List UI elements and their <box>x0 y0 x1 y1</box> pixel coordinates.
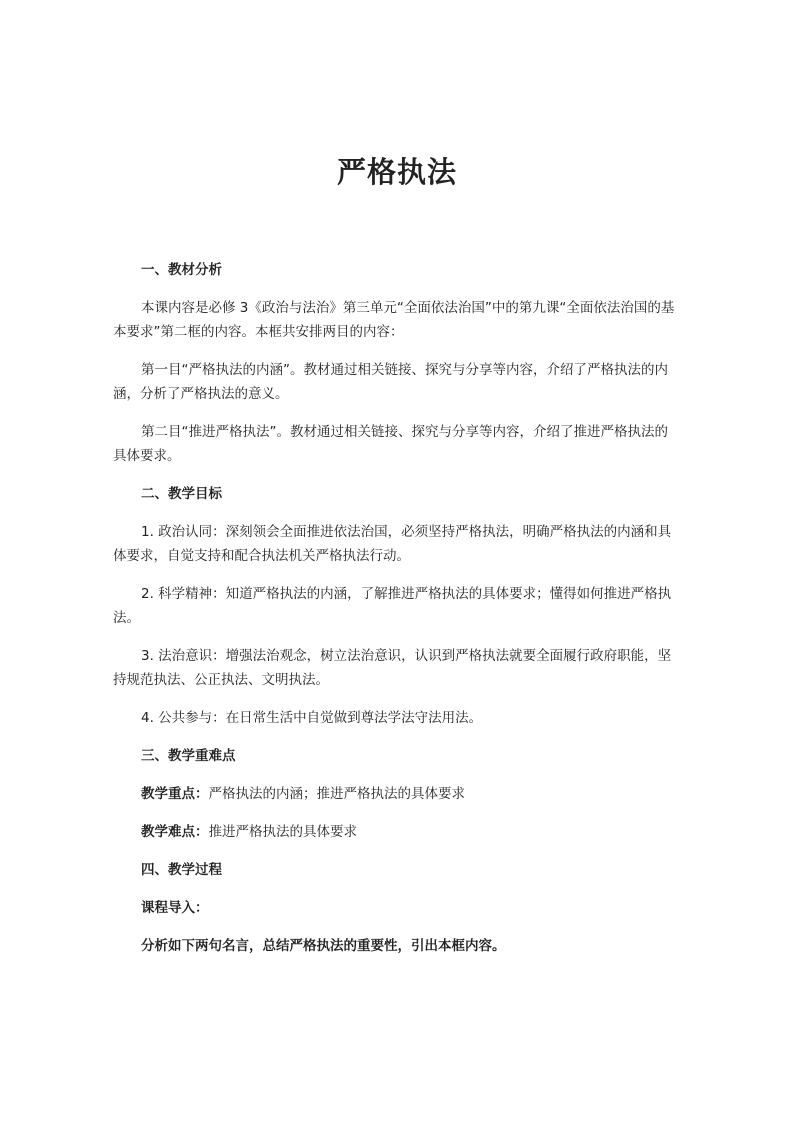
page-title: 严格执法 <box>336 155 457 189</box>
section-heading-key-difficult-points: 三、教学重难点 <box>141 748 236 764</box>
section-heading-textbook-analysis: 一、教材分析 <box>141 262 222 278</box>
goal-legal-awareness: 3. 法治意识：增强法治观念，树立法治意识，认识到严格执法就要全面履行政府职能，坚持规范执法、公正执法、文明执法。 <box>113 648 672 688</box>
paragraph-course-content: 本课内容是必修 3《政治与法治》第三单元“全面依法治国”中的第九课“全面依法治国的基本要求”第二框的内容。本框共安排两目的内容： <box>113 300 675 340</box>
difficult-point-line <box>113 820 681 844</box>
key-point-line <box>113 782 681 806</box>
difficult-point-label: 教学难点： <box>141 824 209 840</box>
goal-scientific-spirit: 2. 科学精神：知道严格执法的内涵，了解推进严格执法的具体要求；懂得如何推进严格执法。 <box>113 586 672 626</box>
course-intro-text: 分析如下两句名言，总结严格执法的重要性，引出本框内容。 <box>141 938 506 954</box>
paragraph-second-item: 第二目“推进严格执法”。教材通过相关链接、探究与分享等内容，介绍了推进严格执法的具体要求。 <box>113 424 668 464</box>
goal-public-participation: 4. 公共参与：在日常生活中自觉做到尊法学法守法用法。 <box>141 710 483 726</box>
document-body <box>113 258 681 972</box>
key-point-text: 严格执法的内涵；推进严格执法的具体要求 <box>208 786 465 802</box>
section-heading-teaching-goals: 二、教学目标 <box>141 486 222 502</box>
key-point-label: 教学重点： <box>141 786 209 802</box>
paragraph-first-item: 第一目“严格执法的内涵”。教材通过相关链接、探究与分享等内容，介绍了严格执法的内涵，分析了严格执法的意义。 <box>113 362 668 402</box>
section-heading-teaching-process: 四、教学过程 <box>141 862 222 878</box>
goal-political-identity: 1. 政治认同：深刻领会全面推进依法治国，必须坚持严格执法，明确严格执法的内涵和具体要求，自觉支持和配合执法机关严格执法行动。 <box>113 524 672 564</box>
difficult-point-text: 推进严格执法的具体要求 <box>208 824 357 840</box>
course-intro-label: 课程导入： <box>141 900 209 916</box>
